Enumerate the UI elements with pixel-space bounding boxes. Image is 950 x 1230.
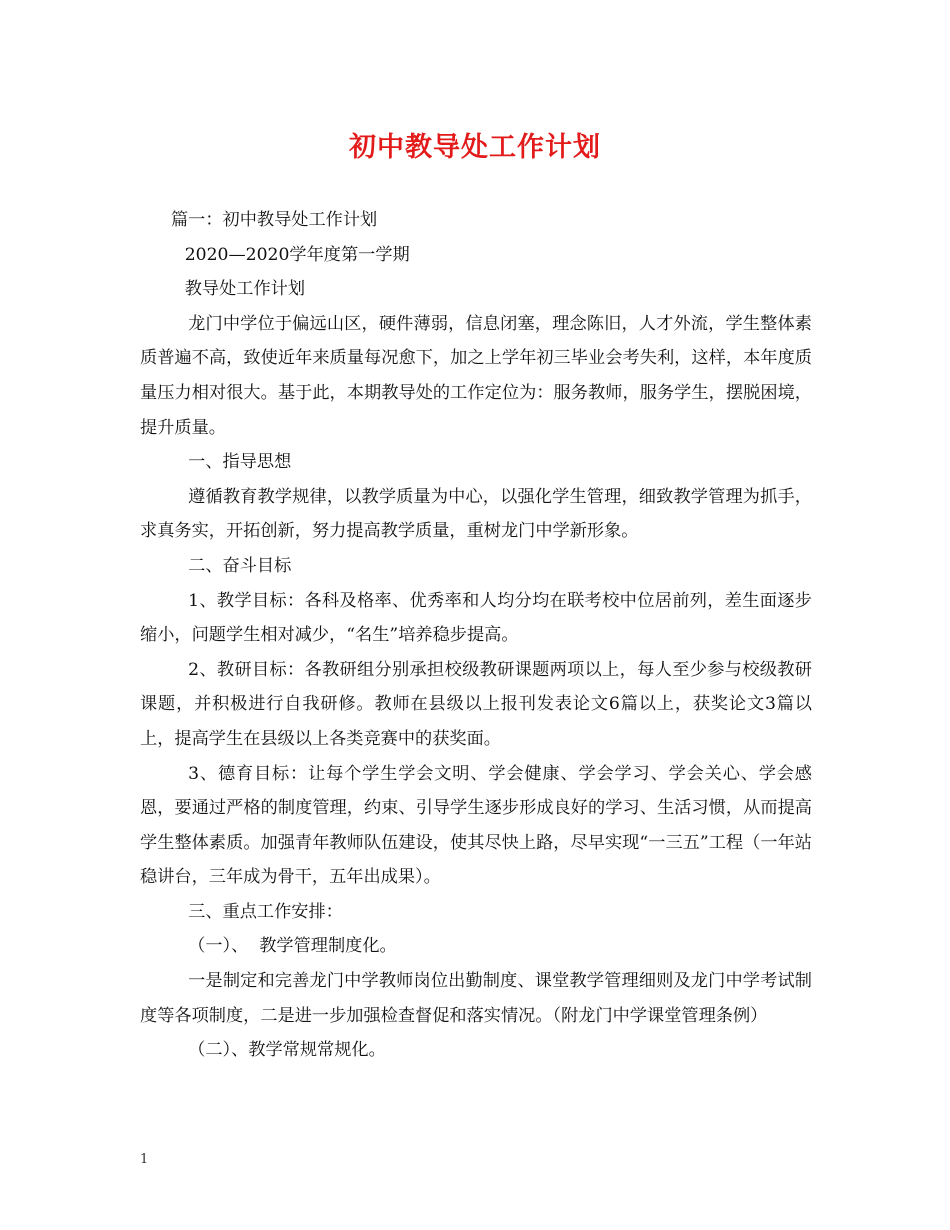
management-paragraph: 一是制定和完善龙门中学教师岗位出勤制度、课堂教学管理细则及龙门中学考试制度等各项制度，二是进一步加强检查督促和落实情况。（附龙门中学课堂管理条例） <box>140 971 812 1026</box>
goal-moral-paragraph: 3、德育目标：让每个学生学会文明、学会健康、学会学习、学会关心、学会感恩，要通过严格的制度管理，约束、引导学生逐步形成良好的学习、生活习惯，从而提高学生整体素质。加强青年教师队伍建设，使其尽快上路，尽早实现“一三五”工程（一年站稳讲台，三年成为骨干，五年出成果）。 <box>140 763 812 888</box>
academic-year-line: 2020—2020学年度第一学期 <box>184 244 410 265</box>
subsection-heading-management: （一）、 教学管理制度化。 <box>188 936 397 957</box>
page-title: 初中教导处工作计划 <box>349 132 601 163</box>
guiding-thought-paragraph: 遵循教育教学规律，以教学质量为中心，以强化学生管理，细致教学管理为抓手，求真务实，开拓创新，努力提高教学质量，重树龙门中学新形象。 <box>140 486 812 542</box>
goal-teaching-paragraph: 1、教学目标：各科及格率、优秀率和人均分均在联考校中位居前列，差生面逐步缩小，问题学生相对减少，“名生”培养稳步提高。 <box>140 590 812 646</box>
goal-research-paragraph: 2、教研目标：各教研组分别承担校级教研课题两项以上，每人至少参与校级教研课题，并积极进行自我研修。教师在县级以上报刊发表论文6篇以上，获奖论文3篇以上，提高学生在县级以上各类竞赛中的获奖面。 <box>140 659 812 749</box>
section-heading-key-work: 三、重点工作安排： <box>188 901 343 922</box>
subsection-heading-routine: （二）、教学常规常规化。 <box>188 1040 386 1061</box>
document-body <box>140 203 812 1068</box>
plan-subtitle: 教导处工作计划 <box>184 279 306 300</box>
intro-paragraph: 龙门中学位于偏远山区，硬件薄弱，信息闭塞，理念陈旧，人才外流，学生整体素质普遍不高，致使近年来质量每况愈下，加之上学年初三毕业会考失利，这样，本年度质量压力相对很大。基于此，本期教导处的工作定位为：服务教师，服务学生，摆脱困境，提升质量。 <box>140 313 812 438</box>
page-number: 1 <box>140 1152 149 1167</box>
section-heading-chapter: 篇一：初中教导处工作计划 <box>170 210 378 230</box>
section-heading-goals: 二、奋斗目标 <box>188 555 292 576</box>
section-heading-guiding-thought: 一、指导思想 <box>188 452 292 473</box>
